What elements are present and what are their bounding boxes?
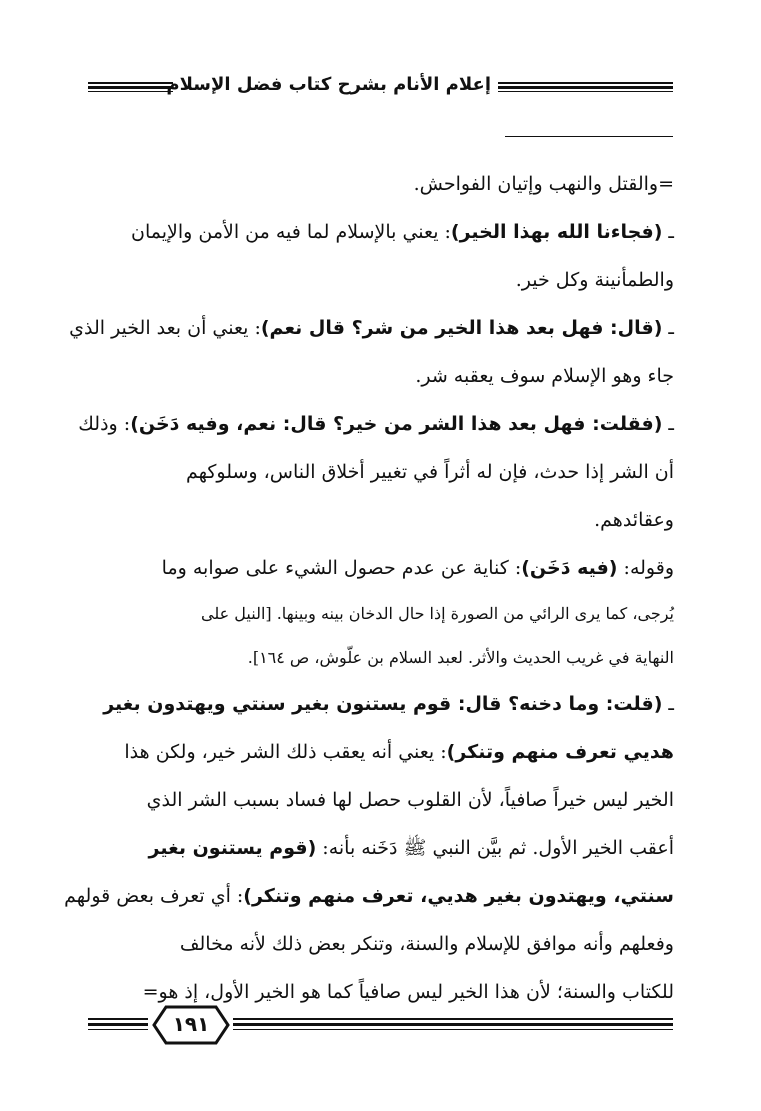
page-number: ١٩١ xyxy=(172,1012,210,1036)
text-line xyxy=(88,448,674,496)
hadith-quote: سنتي، ويهتدون بغير هديي، تعرف منهم وتنكر) xyxy=(243,885,674,907)
hadith-quote: (قلت: وما دخنه؟ قال: قوم يستنون بغير سنتي ويهتدون بغير xyxy=(103,693,663,715)
page-footer xyxy=(88,1004,673,1054)
line-text: : وذلك xyxy=(78,413,131,435)
text-line xyxy=(88,636,674,680)
line-text: : كناية عن عدم حصول الشيء على صوابه وما xyxy=(161,557,522,579)
line-text: يُرجى، كما يرى الرائي من الصورة إذا حال الدخان بينه وبينها. [النيل على xyxy=(201,604,674,623)
text-line xyxy=(88,496,674,544)
text-line xyxy=(88,256,674,304)
text-line xyxy=(88,544,674,592)
line-text: وقوله: xyxy=(617,557,674,579)
text-line xyxy=(69,304,674,352)
footnote-separator xyxy=(505,136,673,137)
running-header xyxy=(88,70,673,106)
line-text: : يعني أن بعد الخير الذي xyxy=(69,317,261,339)
footer-rule-left xyxy=(88,1018,148,1030)
book-title: إعلام الأنام بشرح كتاب فضل الإسلام xyxy=(166,74,491,95)
line-text: : أي تعرف بعض قولهم xyxy=(64,885,244,907)
text-line xyxy=(88,728,674,776)
line-text: النهاية في غريب الحديث والأثر. لعبد السلام بن علّوش، ص ١٦٤]. xyxy=(247,648,674,667)
header-rule-right xyxy=(498,82,673,92)
page-number-badge xyxy=(152,1004,230,1046)
text-line xyxy=(88,776,674,824)
page-body xyxy=(64,160,674,1016)
text-line xyxy=(88,208,674,256)
line-text: جاء وهو الإسلام سوف يعقبه شر. xyxy=(415,365,674,387)
line-text: الخير ليس خيراً صافياً، لأن القلوب حصل لها فساد بسبب الشر الذي xyxy=(146,789,674,811)
line-text: وعقائدهم. xyxy=(594,509,674,531)
footer-rule-right xyxy=(233,1018,673,1030)
text-line xyxy=(78,400,674,448)
text-line xyxy=(64,872,674,920)
line-text: أن الشر إذا حدث، فإن له أثراً في تغيير أخلاق الناس، وسلوكهم xyxy=(185,461,674,483)
hadith-quote: هديي تعرف منهم وتنكر) xyxy=(446,741,674,763)
text-line xyxy=(88,920,674,968)
text-line xyxy=(88,680,674,728)
text-line xyxy=(88,352,674,400)
line-text: ـ xyxy=(662,317,674,339)
hadith-quote: (فيه دَخَن) xyxy=(521,557,618,579)
text-line xyxy=(88,160,674,208)
hadith-quote: (قوم يستنون بغير xyxy=(148,837,317,859)
line-text: للكتاب والسنة؛ لأن هذا الخير ليس صافياً كما هو الخير الأول، إذ هو= xyxy=(142,981,674,1003)
line-text: ـ xyxy=(662,221,674,243)
line-text: : يعني بالإسلام لما فيه من الأمن والإيمان xyxy=(131,221,451,243)
hadith-quote: (قال: فهل بعد هذا الخير من شر؟ قال نعم) xyxy=(260,317,663,339)
line-text: =والقتل والنهب وإتيان الفواحش. xyxy=(413,173,674,195)
text-line xyxy=(88,824,674,872)
line-text: والطمأنينة وكل خير. xyxy=(515,269,674,291)
line-text: وفعلهم وأنه موافق للإسلام والسنة، وتنكر بعض ذلك لأنه مخالف xyxy=(179,933,674,955)
line-text: أعقب الخير الأول. ثم بيَّن النبي ﷺ دَخَنه بأنه: xyxy=(316,837,674,859)
hadith-quote: (فجاءنا الله بهذا الخير) xyxy=(450,221,663,243)
line-text: : يعني أنه يعقب ذلك الشر خير، ولكن هذا xyxy=(124,741,447,763)
text-line xyxy=(88,592,674,636)
line-text: ـ xyxy=(662,693,674,715)
hadith-quote: (فقلت: فهل بعد هذا الشر من خير؟ قال: نعم، وفيه دَخَن) xyxy=(130,413,663,435)
line-text: ـ xyxy=(662,413,674,435)
header-rule-left xyxy=(88,82,173,92)
